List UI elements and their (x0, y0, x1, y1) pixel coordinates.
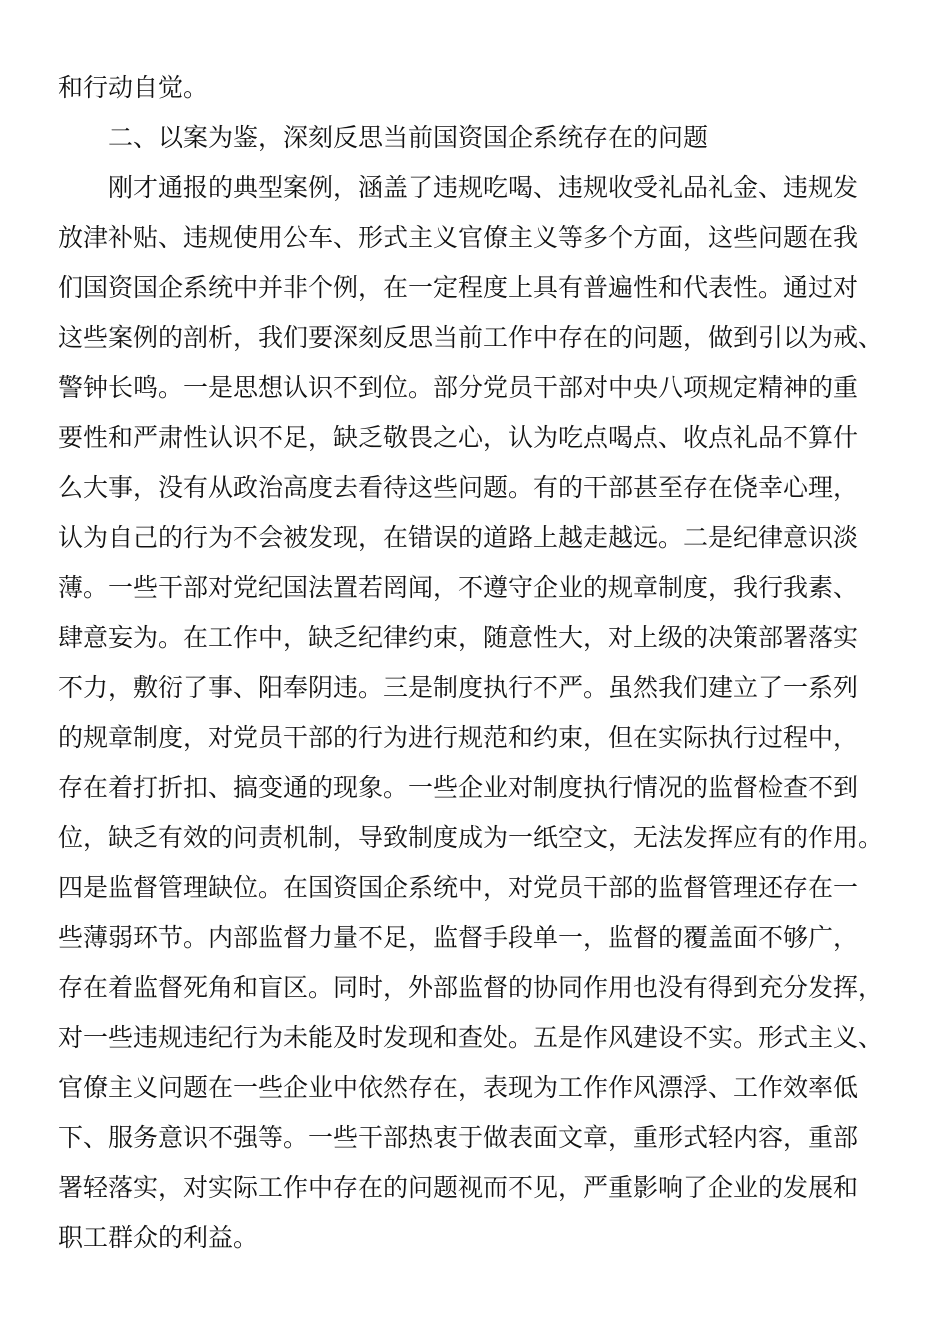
text-line: 职工群众的利益。 (58, 1223, 259, 1252)
text-line: 存在着监督死角和盲区。同时，外部监督的协同作用也没有得到充分发挥， (58, 973, 884, 1002)
text-line: 认为自己的行为不会被发现，在错误的道路上越走越远。二是纪律意识淡 (58, 523, 859, 552)
text-line: 刚才通报的典型案例，涵盖了违规吃喝、违规收受礼品礼金、违规发 (108, 173, 859, 202)
text-line: 的规章制度，对党员干部的行为进行规范和约束，但在实际执行过程中， (58, 723, 859, 752)
text-line: 下、服务意识不强等。一些干部热衷于做表面文章，重形式轻内容，重部 (58, 1123, 859, 1152)
text-line: 些薄弱环节。内部监督力量不足，监督手段单一，监督的覆盖面不够广， (58, 923, 859, 952)
text-line: 署轻落实，对实际工作中存在的问题视而不见，严重影响了企业的发展和 (58, 1173, 859, 1202)
text-line: 肆意妄为。在工作中，缺乏纪律约束，随意性大，对上级的决策部署落实 (58, 623, 859, 652)
text-line: 要性和严肃性认识不足，缺乏敬畏之心，认为吃点喝点、收点礼品不算什 (58, 423, 859, 452)
text-line: 放津补贴、违规使用公车、形式主义官僚主义等多个方面，这些问题在我 (58, 223, 859, 252)
text-line: 官僚主义问题在一些企业中依然存在，表现为工作作风漂浮、工作效率低 (58, 1073, 859, 1102)
text-line: 警钟长鸣。一是思想认识不到位。部分党员干部对中央八项规定精神的重 (58, 373, 859, 402)
text-line: 不力，敷衍了事、阳奉阴违。三是制度执行不严。虽然我们建立了一系列 (58, 673, 859, 702)
text-line: 们国资国企系统中并非个例，在一定程度上具有普遍性和代表性。通过对 (58, 273, 859, 302)
text-line: 四是监督管理缺位。在国资国企系统中，对党员干部的监督管理还存在一 (58, 873, 859, 902)
text-line: 位，缺乏有效的问责机制，导致制度成为一纸空文，无法发挥应有的作用。 (58, 823, 884, 852)
text-line: 和行动自觉。 (58, 73, 209, 102)
text-line: 薄。一些干部对党纪国法置若罔闻，不遵守企业的规章制度，我行我素、 (58, 573, 859, 602)
text-line: 这些案例的剖析，我们要深刻反思当前工作中存在的问题，做到引以为戒、 (58, 323, 884, 352)
text-line: 对一些违规违纪行为未能及时发现和查处。五是作风建设不实。形式主义、 (58, 1023, 884, 1052)
text-line: 存在着打折扣、搞变通的现象。一些企业对制度执行情况的监督检查不到 (58, 773, 859, 802)
section-heading: 二、以案为鉴，深刻反思当前国资国企系统存在的问题 (108, 123, 709, 152)
text-line: 么大事，没有从政治高度去看待这些问题。有的干部甚至存在侥幸心理， (58, 473, 859, 502)
